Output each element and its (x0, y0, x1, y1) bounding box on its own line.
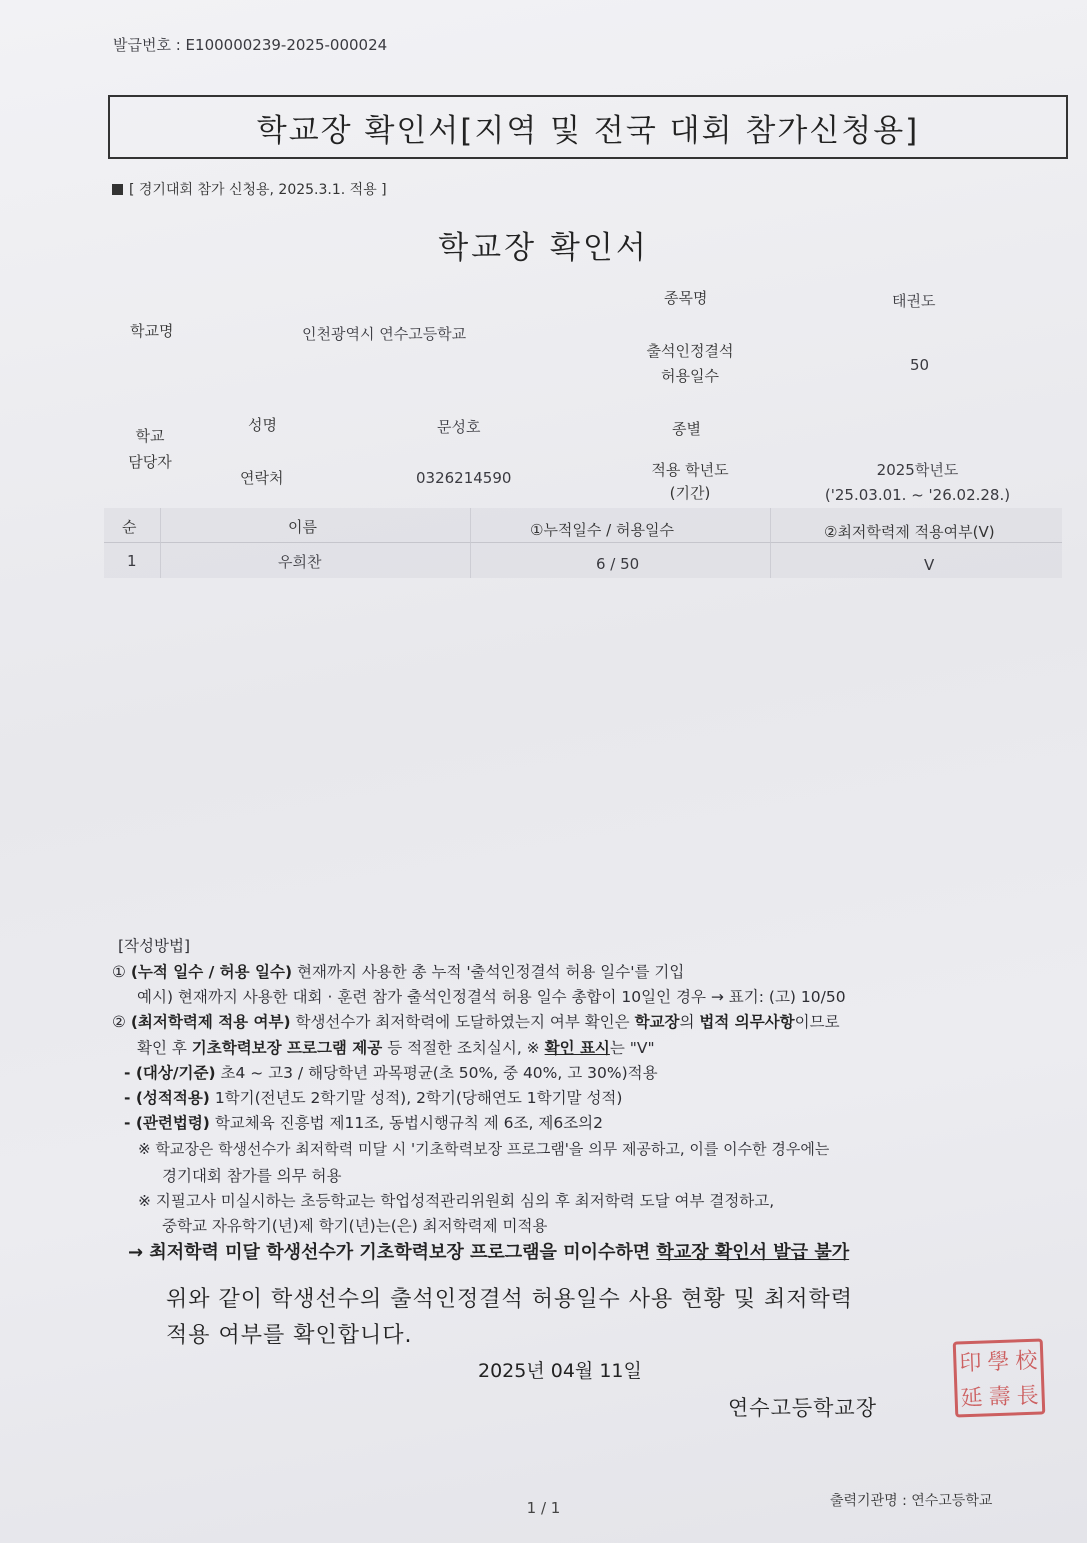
instruction-text: 현재까지 사용한 총 누적 '출석인정결석 허용 일수'를 기입 (292, 963, 685, 981)
absence-label-1: 출석인정결석 (646, 342, 734, 360)
instruction-text: 의 (679, 1013, 700, 1031)
year-label-2: (기간) (669, 484, 711, 502)
document-title: 학교장 확인서 (438, 230, 649, 266)
instruction-bold: 법적 의무사항 (699, 1013, 795, 1031)
instructions-heading: [작성방법] (118, 937, 190, 955)
column-separator (160, 508, 161, 578)
table-header-no: 순 (122, 518, 137, 536)
sport-label: 종목명 (664, 289, 708, 307)
confirmation-line-2: 적용 여부를 확인합니다. (166, 1323, 413, 1348)
instruction-line-6 (124, 1086, 622, 1108)
table-row-applied: V (924, 556, 935, 574)
confirmation-line-1: 위와 같이 학생선수의 출석인정결석 허용일수 사용 현황 및 최저학력 (166, 1287, 854, 1312)
school-value: 인천광역시 연수고등학교 (302, 325, 467, 343)
instruction-line-3 (112, 1010, 840, 1032)
name-label: 성명 (248, 416, 277, 434)
seal-mark: 學 (987, 1349, 1010, 1376)
absence-label-2: 허용일수 (661, 367, 719, 385)
instruction-text: 이므로 (794, 1013, 840, 1031)
table-header-name: 이름 (288, 518, 317, 536)
instruction-line-12 (128, 1238, 849, 1264)
instruction-text: 학교체육 진흥법 제11조, 동법시행규칙 제 6조, 제6조의2 (209, 1114, 604, 1132)
table-row-no: 1 (127, 552, 137, 570)
table-row-name: 우희찬 (278, 553, 322, 571)
manager-label-1: 학교 (135, 427, 165, 445)
issue-date: 2025년 04월 11일 (478, 1360, 642, 1382)
issuing-organization: 출력기관명 : 연수고등학교 (830, 1493, 993, 1509)
instruction-line-9: 경기대회 참가를 의무 허용 (162, 1167, 342, 1185)
subnote-text: [ 경기대회 참가 신청용, 2025.3.1. 적용 ] (129, 182, 387, 198)
instruction-text: 는 "V" (609, 1039, 655, 1057)
seal-mark: 壽 (988, 1384, 1012, 1411)
name-value: 문성호 (437, 418, 481, 436)
instruction-line-10: ※ 지필고사 미실시하는 초등학교는 학업성적관리위원회 심의 후 최저학력 도달 여부 결정하고, (138, 1192, 775, 1210)
seal-mark: 長 (1016, 1383, 1040, 1410)
instruction-number: ① (112, 963, 126, 981)
instruction-text: 1학기(전년도 2학기말 성적), 2학기(당해연도 1학기말 성적) (209, 1089, 623, 1107)
header-title-box (108, 95, 1068, 159)
instruction-text: 초4 ~ 고3 / 해당학년 과목평균(초 50%, 중 40%, 고 30%)적용 (215, 1064, 658, 1082)
instruction-bold: 학교장 확인서 발급 불가 (656, 1242, 850, 1263)
manager-label-2: 담당자 (128, 453, 172, 471)
year-label-1: 적용 학년도 (651, 461, 729, 479)
instruction-line-5 (124, 1061, 658, 1083)
year-value: 2025학년도 (876, 461, 959, 479)
instruction-text: 등 적절한 조치실시, ※ (382, 1039, 545, 1057)
table-header-applied: ②최저학력제 적용여부(V) (824, 523, 995, 541)
instruction-bold: 기초학력보장 프로그램 제공 (191, 1039, 383, 1057)
period-value: ('25.03.01. ~ '26.02.28.) (824, 486, 1011, 504)
category-label: 종별 (672, 420, 701, 438)
seal-mark: 印 (959, 1350, 982, 1377)
instruction-text: 확인 후 (137, 1039, 192, 1057)
page-number: 1 / 1 (526, 1499, 561, 1517)
official-seal (953, 1338, 1046, 1417)
instruction-bold: (최저학력제 적용 여부) (130, 1013, 291, 1031)
school-label: 학교명 (130, 322, 174, 340)
sport-value: 태권도 (892, 292, 936, 310)
contact-value: 0326214590 (416, 469, 512, 487)
column-separator (470, 508, 471, 578)
instruction-line-4 (137, 1036, 655, 1058)
absence-value: 50 (910, 356, 930, 374)
instruction-bold: - (대상/기준) (124, 1064, 216, 1082)
instruction-number: ② (112, 1013, 126, 1031)
issue-number: 발급번호 : E100000239-2025-000024 (113, 36, 388, 54)
instruction-line-1 (112, 960, 684, 982)
instruction-bold: (누적 일수 / 허용 일수) (130, 963, 293, 981)
instruction-line-2: 예시) 현재까지 사용한 대회 · 훈련 참가 출석인정결석 허용 일수 총합이 10일인 경우 → 표기: (고) 10/50 (137, 988, 846, 1006)
column-separator (770, 508, 771, 578)
table-header-days: ①누적일수 / 허용일수 (530, 521, 674, 539)
seal-mark: 校 (1014, 1348, 1038, 1375)
instruction-bold: → 최저학력 미달 학생선수가 기초학력보장 프로그램을 미이수하면 (128, 1242, 657, 1263)
instruction-bold: - (성적적용) (124, 1089, 210, 1107)
square-bullet-icon (112, 184, 123, 195)
header-title: 학교장 확인서[지역 및 전국 대회 참가신청용] (256, 112, 920, 149)
instruction-bold: 학교장 (634, 1013, 680, 1031)
principal-name: 연수고등학교장 (728, 1396, 878, 1420)
instruction-text: 학생선수가 최저학력에 도달하였는지 여부 확인은 (290, 1013, 635, 1031)
instruction-bold: 확인 표시 (544, 1039, 610, 1057)
table-divider (104, 542, 1062, 543)
seal-mark: 延 (960, 1385, 984, 1412)
instruction-line-8: ※ 학교장은 학생선수가 최저학력 미달 시 '기초학력보장 프로그램'을 의무 제공하고, 이를 이수한 경우에는 (138, 1140, 830, 1158)
subnote (112, 179, 387, 199)
table-row-days: 6 / 50 (596, 555, 640, 573)
contact-label: 연락처 (240, 469, 284, 487)
instruction-line-11: 중학교 자유학기(년)제 학기(년)는(은) 최저학력제 미적용 (162, 1217, 548, 1235)
instruction-bold: - (관련법령) (124, 1114, 210, 1132)
instruction-line-7 (124, 1111, 603, 1133)
